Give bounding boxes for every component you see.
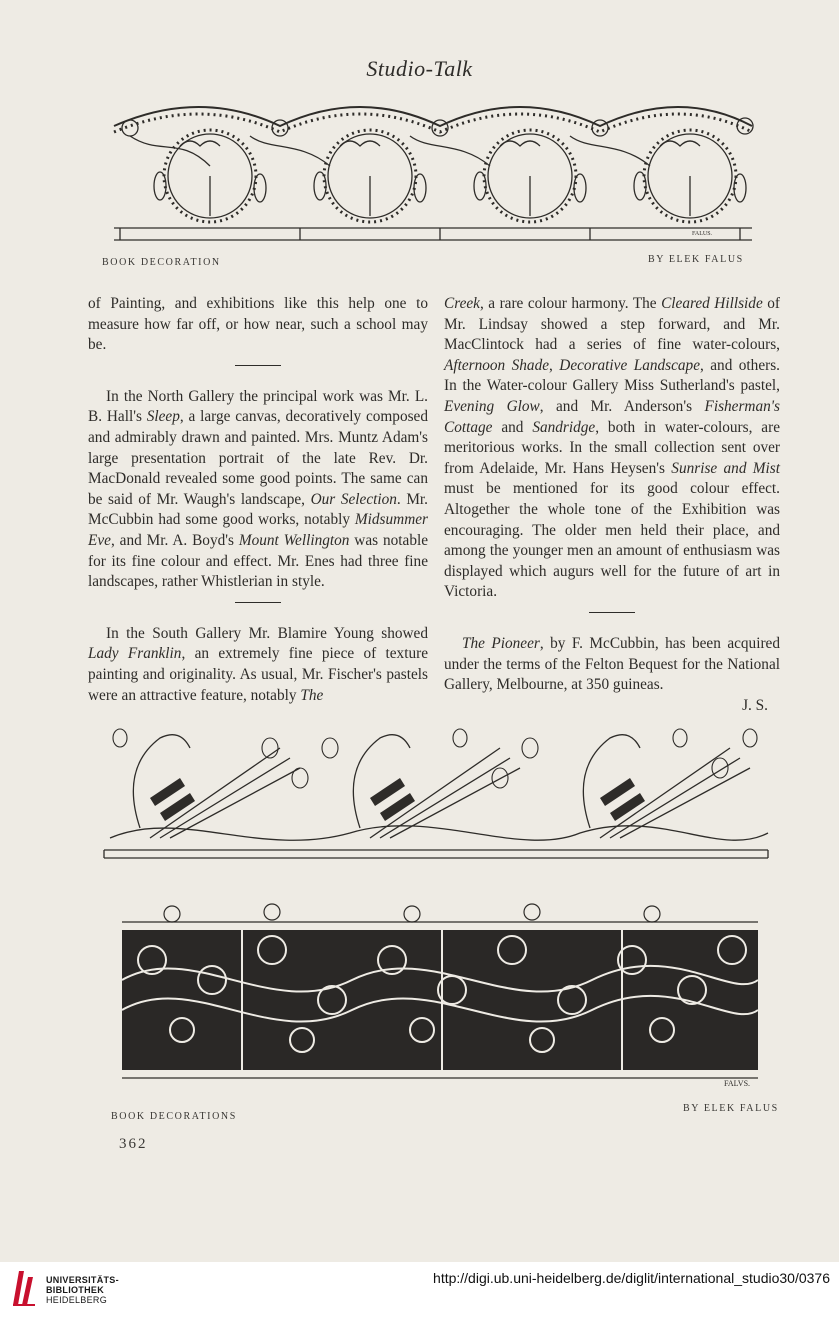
- running-title: Studio-Talk: [366, 56, 473, 81]
- bottom-figure-caption-right: BY ELEK FALUS: [683, 1103, 779, 1114]
- right-para-1: Creek, a rare colour harmony. The Cleared Hillside of Mr. Lindsay showed a step forward, and Mr. MacClintock had a series of fine water-colours, Afternoon Shade, Decorative Landscape, and others. In the Water-colour Gallery Miss Sutherland's pastel, Evening Glow, and Mr. Anderson's Fisherman's Cottage and Sandridge, both in water-colours, are meritorious works. In the small collection sent over from Adelaide, Mr. Hans Heysen's Sunrise and Mist must be mentioned for its good colour effect. Altogether the whole tone of the Exhibition was encouraging. The older men held their place, and among the younger men an amount of enthusiasm was displayed which augurs well for the future of art in Victoria.: [444, 295, 780, 601]
- page-number: 362: [119, 1136, 148, 1152]
- bottom-figure-signature: FALVS.: [724, 1079, 751, 1088]
- right-column: [444, 294, 780, 716]
- left-para-3: In the South Gallery Mr. Blamire Young showed Lady Franklin, an extremely fine piece of texture painting and originality. As usual, Mr. Fischer's pastels were an attractive feature, notably The: [88, 624, 428, 704]
- left-para-2: In the North Gallery the principal work was Mr. L. B. Hall's Sleep, a large canvas, decoratively composed and admirably drawn and painted. Mrs. Muntz Adam's large presentation portrait of the late Rev. Dr. MacDonald revealed some good points. The same can be said of Mr. Waugh's landscape, Our Selection. Mr. McCubbin had some good works, notably Midsummer Eve, and Mr. A. Boyd's Mount Wellington was notable for its fine colour and effect. Mr. Enes had three fine landscapes, rather Whistlerian in style.: [88, 387, 429, 591]
- source-url-link[interactable]: http://digi.ub.uni-heidelberg.de/diglit/international_studio30/0376: [433, 1270, 830, 1286]
- section-rule: [235, 365, 281, 366]
- university-library-logo-icon: [11, 1267, 37, 1307]
- top-figure-caption-left: BOOK DECORATION: [102, 257, 221, 268]
- book-decoration-bottom: [112, 900, 768, 1092]
- book-decoration-top: [100, 96, 760, 246]
- library-name: UNIVERSITÄTS- BIBLIOTHEK HEIDELBERG: [46, 1275, 119, 1305]
- left-para-1: of Painting, and exhibitions like this help one to measure how far off, or how near, such a school may be.: [88, 295, 428, 354]
- bottom-figure-caption-left: BOOK DECORATIONS: [111, 1111, 237, 1122]
- book-decoration-middle: [100, 708, 772, 864]
- author-signature: J. S.: [742, 696, 768, 714]
- right-para-2: The Pioneer, by F. McCubbin, has been acquired under the terms of the Felton Bequest for the National Gallery, Melbourne, at 350 guineas.: [444, 634, 780, 694]
- top-figure-signature: FALUS.: [692, 231, 713, 237]
- left-column: [88, 294, 428, 706]
- section-rule: [589, 612, 635, 613]
- section-rule: [235, 602, 281, 603]
- top-figure-caption-right: BY ELEK FALUS: [648, 254, 744, 265]
